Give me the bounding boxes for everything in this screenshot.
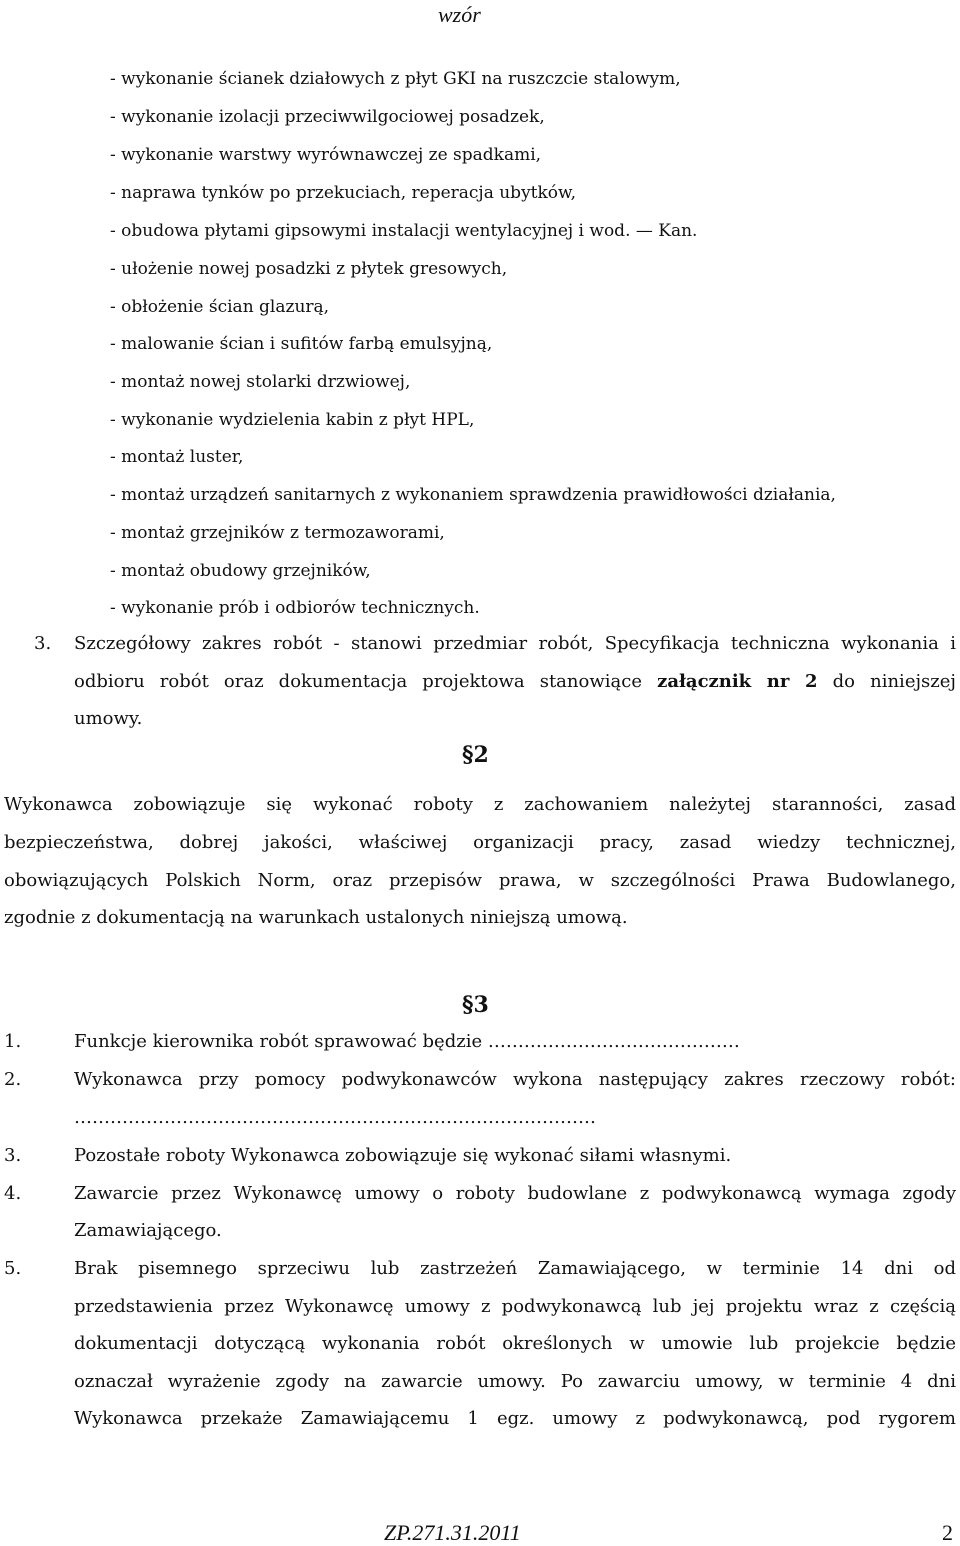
item-text-line: oznaczał wyrażenie zgody na zawarcie umowy. Po zawarciu umowy, w terminie 4 dni [74,1371,956,1392]
item-number: 4. [4,1183,22,1204]
list-item: - ułożenie nowej posadzki z płytek gresowych, [110,259,508,279]
point-text-line: umowy. [74,708,143,729]
item-number: 1. [4,1031,22,1052]
list-item: - wykonanie warstwy wyrównawczej ze spadkami, [110,145,542,165]
point-number: 3. [34,633,52,654]
list-item: - wykonanie prób i odbiorów technicznych. [110,598,480,618]
list-item: - wykonanie ścianek działowych z płyt GKI na ruszczcie stalowym, [110,69,681,89]
point-text-line [74,671,956,693]
item-text-line: Pozostałe roboty Wykonawca zobowiązuje się wykonać siłami własnymi. [74,1145,732,1166]
item-text-line: przedstawienia przez Wykonawcę umowy z podwykonawcą lub jej projektu wraz z częścią [74,1296,956,1317]
list-item: - montaż nowej stolarki drzwiowej, [110,372,411,392]
list-item: - wykonanie wydzielenia kabin z płyt HPL, [110,410,475,430]
section-title: §3 [462,992,489,1018]
item-text-line: …………………………………………………………………………… [74,1107,596,1128]
list-item: - montaż grzejników z termozaworami, [110,523,445,543]
item-text-line: dokumentacji dotyczącą wykonania robót określonych w umowie lub projekcie będzie [74,1333,956,1354]
item-text-line: Zawarcie przez Wykonawcę umowy o roboty budowlane z podwykonawcą wymaga zgody [74,1183,956,1204]
list-item: - montaż luster, [110,447,244,467]
item-text-line: Wykonawca przy pomocy podwykonawców wykona następujący zakres rzeczowy robót: [74,1069,956,1090]
list-item: - malowanie ścian i sufitów farbą emulsyjną, [110,334,493,354]
paragraph-line: Wykonawca zobowiązuje się wykonać roboty z zachowaniem należytej staranności, zasad [4,794,956,815]
paragraph-line: zgodnie z dokumentacją na warunkach ustalonych niniejszą umową. [4,907,628,928]
header-label: wzór [438,2,481,27]
item-text-line: Brak pisemnego sprzeciwu lub zastrzeżeń Zamawiającego, w terminie 14 dni od [74,1258,956,1279]
paragraph-line: bezpieczeństwa, dobrej jakości, właściwej organizacji pracy, zasad wiedzy technicznej, [4,832,956,853]
point-text-line: Szczegółowy zakres robót - stanowi przedmiar robót, Specyfikacja techniczna wykonania i [74,633,956,654]
item-number: 3. [4,1145,22,1166]
list-item: - montaż obudowy grzejników, [110,561,371,581]
list-item: - naprawa tynków po przekuciach, reperacja ubytków, [110,183,576,203]
paragraph-line: obowiązujących Polskich Norm, oraz przepisów prawa, w szczególności Prawa Budowlanego, [4,870,956,891]
list-item: - wykonanie izolacji przeciwwilgociowej posadzek, [110,107,545,127]
item-number: 2. [4,1069,22,1090]
document-code: ZP.271.31.2011 [384,1520,521,1545]
list-item: - obłożenie ścian glazurą, [110,297,330,317]
point-text-pre: odbioru robót oraz dokumentacja projektowa stanowiące [74,671,642,692]
attachment-reference: załącznik nr 2 [657,671,818,692]
point-text-post: do niniejszej [832,671,957,692]
item-number: 5. [4,1258,22,1279]
list-item: - obudowa płytami gipsowymi instalacji wentylacyjnej i wod. — Kan. [110,221,698,241]
item-text-line: Wykonawca przekaże Zamawiającemu 1 egz. umowy z podwykonawcą, pod rygorem [74,1408,956,1429]
list-item: - montaż urządzeń sanitarnych z wykonaniem sprawdzenia prawidłowości działania, [110,485,836,505]
section-title: §2 [462,742,489,768]
item-text-line: Zamawiającego. [74,1220,222,1241]
item-text-line: Funkcje kierownika robót sprawować będzie …………………………………… [74,1031,740,1052]
page-number: 2 [942,1520,953,1545]
